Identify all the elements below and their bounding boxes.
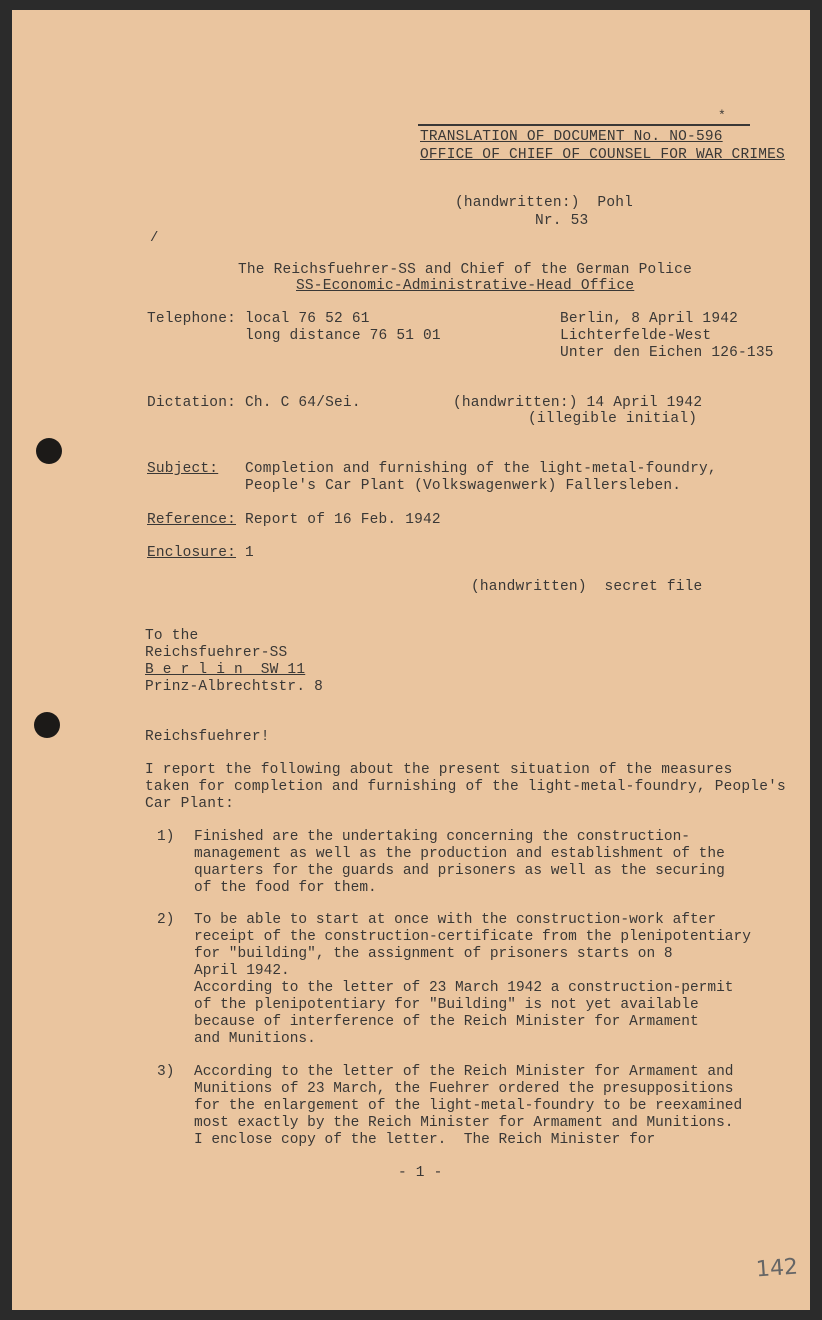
place-date: Berlin, 8 April 1942	[560, 311, 739, 327]
header-rule	[418, 124, 750, 126]
telephone-long-distance: long distance 76 51 01	[245, 328, 441, 344]
enclosure-label: Enclosure:	[147, 545, 237, 561]
item-line: management as well as the production and establishment of the	[194, 846, 725, 862]
item-line: Munitions of 23 March, the Fuehrer ordered the presuppositions	[194, 1081, 734, 1097]
item-line: and Munitions.	[194, 1031, 316, 1047]
handwritten-pohl: (handwritten:) Pohl	[455, 195, 634, 211]
subject-line1: Completion and furnishing of the light-metal-foundry,	[245, 461, 717, 477]
item-line: most exactly by the Reich Minister for Armament and Munitions.	[194, 1115, 734, 1131]
translation-line: TRANSLATION OF DOCUMENT No. NO-596	[420, 129, 723, 145]
reference-value: Report of 16 Feb. 1942	[245, 512, 441, 528]
secret-file-note: (handwritten) secret file	[471, 579, 703, 595]
illegible-initial: (illegible initial)	[528, 411, 698, 427]
subject-label: Subject:	[147, 461, 219, 477]
dictation-label: Dictation:	[147, 395, 237, 411]
item-number: 1)	[157, 829, 175, 845]
archive-page-number: 142	[755, 1254, 799, 1283]
punch-hole-bottom	[34, 712, 60, 738]
intro-line: I report the following about the present situation of the measures	[145, 762, 733, 778]
handwritten-date: (handwritten:) 14 April 1942	[453, 395, 703, 411]
addressee-line1: To the	[145, 628, 199, 644]
item-line: April 1942.	[194, 963, 290, 979]
item-line: I enclose copy of the letter. The Reich Minister for	[194, 1132, 656, 1148]
dictation-value: Ch. C 64/Sei.	[245, 395, 361, 411]
document-page	[12, 10, 810, 1310]
reference-label: Reference:	[147, 512, 237, 528]
handwritten-number: Nr. 53	[535, 213, 589, 229]
intro-line: taken for completion and furnishing of the light-metal-foundry, People's	[145, 779, 786, 795]
addressee-line3: B e r l i n SW 11	[145, 662, 306, 678]
pencil-tick: /	[150, 230, 159, 246]
addressee-line4: Prinz-Albrechtstr. 8	[145, 679, 324, 695]
telephone-local: local 76 52 61	[245, 311, 370, 327]
punch-hole-top	[36, 438, 62, 464]
street-address: Unter den Eichen 126-135	[560, 345, 774, 361]
item-line: According to the letter of 23 March 1942 a construction-permit	[194, 980, 734, 996]
enclosure-value: 1	[245, 545, 254, 561]
page-footer-number: - 1 -	[398, 1165, 443, 1181]
addressee-line2: Reichsfuehrer-SS	[145, 645, 288, 661]
item-line: for "building", the assignment of prisoners starts on 8	[194, 946, 673, 962]
item-line: To be able to start at once with the construction-work after	[194, 912, 717, 928]
telephone-label: Telephone:	[147, 311, 237, 327]
item-line: quarters for the guards and prisoners as well as the securing	[194, 863, 725, 879]
item-line: because of interference of the Reich Minister for Armament	[194, 1014, 699, 1030]
item-line: for the enlargement of the light-metal-foundry to be reexamined	[194, 1098, 743, 1114]
item-number: 2)	[157, 912, 175, 928]
item-line: of the food for them.	[194, 880, 377, 896]
salutation: Reichsfuehrer!	[145, 729, 270, 745]
intro-line: Car Plant:	[145, 796, 235, 812]
asterisk-mark: *	[718, 108, 726, 123]
office-line: OFFICE OF CHIEF OF COUNSEL FOR WAR CRIMES	[420, 147, 785, 163]
item-number: 3)	[157, 1064, 175, 1080]
item-line: According to the letter of the Reich Minister for Armament and	[194, 1064, 734, 1080]
item-line: of the plenipotentiary for "Building" is not yet available	[194, 997, 699, 1013]
letterhead-line1: The Reichsfuehrer-SS and Chief of the German Police	[238, 262, 692, 278]
subject-line2: People's Car Plant (Volkswagenwerk) Fallersleben.	[245, 478, 682, 494]
letterhead-line2: SS-Economic-Administrative-Head Office	[296, 278, 635, 294]
item-line: receipt of the construction-certificate from the plenipotentiary	[194, 929, 751, 945]
item-line: Finished are the undertaking concerning the construction-	[194, 829, 690, 845]
district: Lichterfelde-West	[560, 328, 712, 344]
